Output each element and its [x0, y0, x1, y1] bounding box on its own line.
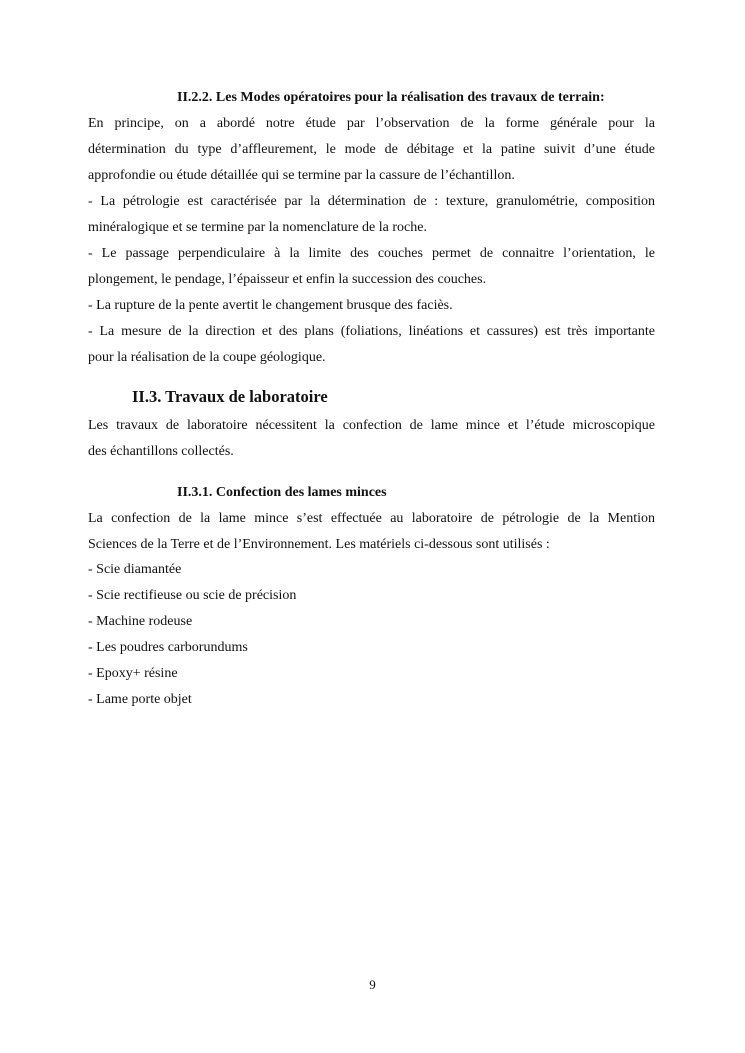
paragraph-line: - La mesure de la direction et des plans (foliations, linéations et cassures) est très importante	[88, 324, 655, 339]
paragraph-line: La confection de la lame mince s’est effectuée au laboratoire de pétrologie de la Mention	[88, 511, 655, 526]
section-2-3-1-heading: II.3.1. Confection des lames minces	[177, 485, 387, 500]
list-item: - Scie rectifieuse ou scie de précision	[88, 588, 297, 603]
paragraph-line: - La rupture de la pente avertit le changement brusque des faciès.	[88, 298, 453, 313]
paragraph-line: pour la réalisation de la coupe géologique.	[88, 350, 326, 365]
list-item: - Epoxy+ résine	[88, 666, 178, 681]
paragraph-line: Les travaux de laboratoire nécessitent la confection de lame mince et l’étude microscopique	[88, 418, 655, 433]
paragraph-line: minéralogique et se termine par la nomenclature de la roche.	[88, 220, 427, 235]
list-item: - Scie diamantée	[88, 562, 182, 577]
section-2-2-heading: II.2.2. Les Modes opératoires pour la réalisation des travaux de terrain:	[177, 90, 605, 105]
paragraph-line: des échantillons collectés.	[88, 444, 234, 459]
paragraph-line: plongement, le pendage, l’épaisseur et enfin la succession des couches.	[88, 272, 487, 287]
list-item: - Lame porte objet	[88, 692, 192, 707]
paragraph-line: détermination du type d’affleurement, le mode de débitage et la patine suivit d’une étude	[88, 142, 655, 157]
paragraph-line: approfondie ou étude détaillée qui se termine par la cassure de l’échantillon.	[88, 168, 515, 183]
list-item: - Machine rodeuse	[88, 614, 193, 629]
list-item: - Les poudres carborundums	[88, 640, 248, 655]
paragraph-line: En principe, on a abordé notre étude par l’observation de la forme générale pour la	[88, 116, 655, 131]
paragraph-line: Sciences de la Terre et de l’Environnement. Les matériels ci-dessous sont utilisés :	[88, 537, 550, 552]
paragraph-line: - Le passage perpendiculaire à la limite des couches permet de connaitre l’orientation, le	[88, 246, 655, 261]
page-number: 9	[369, 977, 376, 992]
section-2-3-heading: II.3. Travaux de laboratoire	[132, 387, 328, 406]
paragraph-line: - La pétrologie est caractérisée par la détermination de : texture, granulométrie, composition	[88, 194, 655, 209]
